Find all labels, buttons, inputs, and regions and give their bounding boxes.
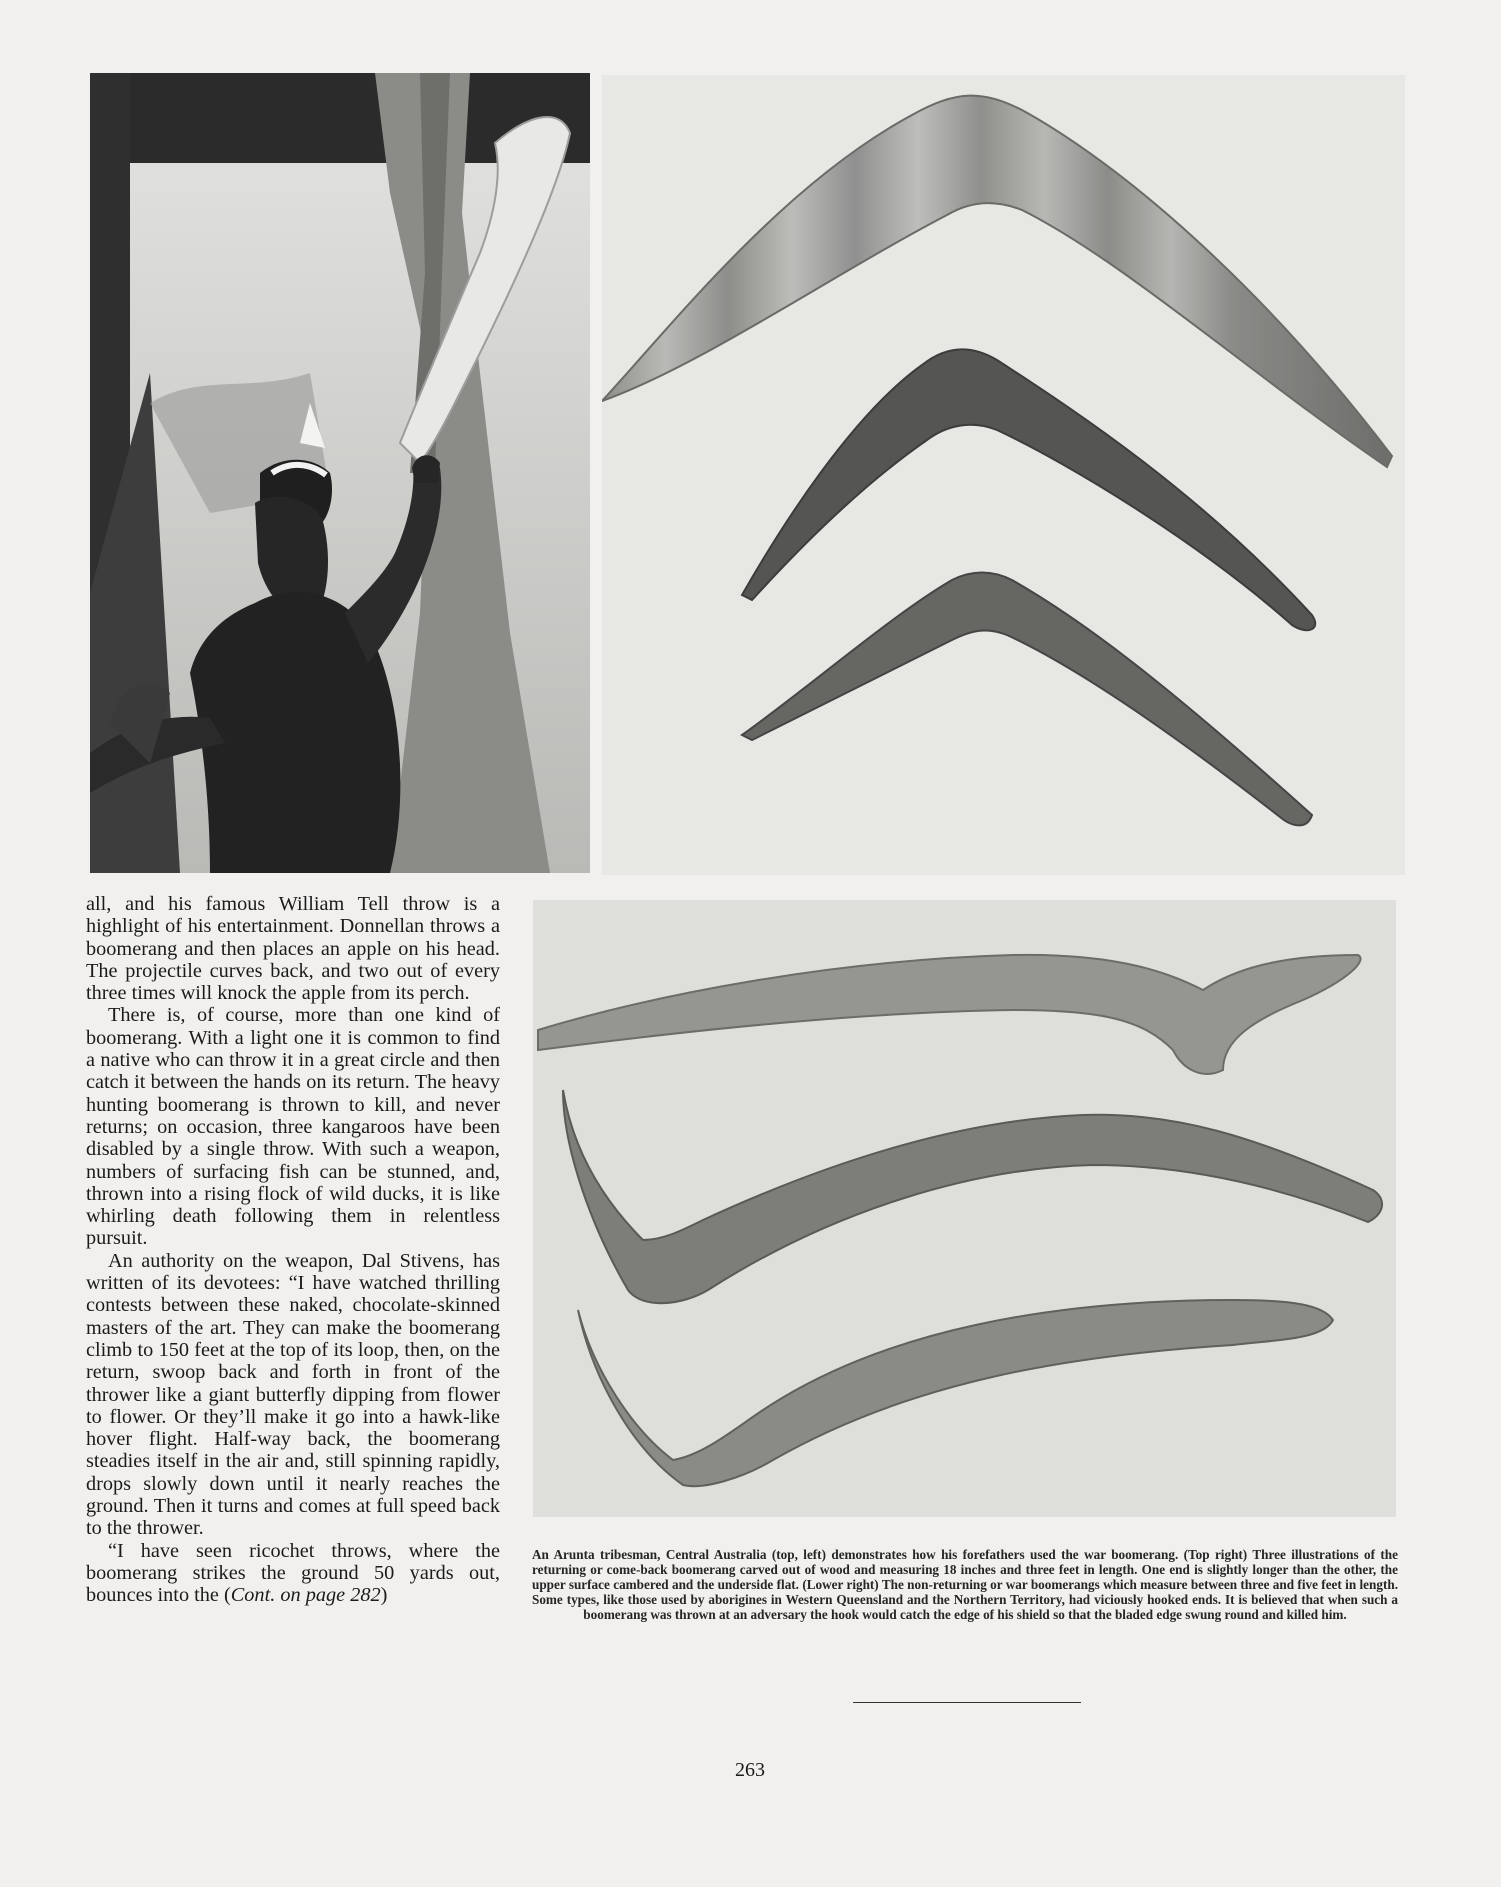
photo-tribesman bbox=[90, 73, 590, 873]
body-paragraph: An authority on the weapon, Dal Stivens, has written of its devotees: “I have watched thrilling contests between these naked, chocolate-skinned masters of the art. They can make the boomerang climb to 150 feet at the top of its loop, then, on the return, swoop back and forth in front of the thrower like a giant butterfly dipping from flower to flower. Or they’ll make it go into a hawk-like hover flight. Half-way back, the boomerang steadies itself in the air and, still spinning rapidly, drops slowly down until it nearly reaches the ground. Then it turns and comes at full speed back to the thrower. bbox=[86, 1249, 500, 1540]
divider-rule bbox=[853, 1702, 1081, 1703]
continuation-link: Cont. on page 282 bbox=[230, 1584, 381, 1607]
body-paragraph: There is, of course, more than one kind of boomerang. With a light one it is common to find a native who can throw it in a great circle and then catch it between the hands on its return. The heavy hunting boomerang is thrown to kill, and never returns; on occasion, three kangaroos have been disabled by a single throw. With such a weapon, numbers of surfacing fish can be stunned, and, thrown into a rising flock of wild ducks, it is like whirling death following them in relentless pursuit. bbox=[86, 1004, 500, 1250]
photo-caption: An Arunta tribesman, Central Australia (top, left) demonstrates how his forefathers used the war boomerang. (Top right) Three illustrations of the returning or come-back boomerang carved out of wood and measuring 18 inches and three feet in length. One end is slightly longer than the other, the upper surface cambered and the underside flat. (Lower right) The non-returning or war boomerangs which measure between three and five feet in length. Some types, like those used by aborigines in Western Queensland and the Northern Territory, had viciously hooked ends. It is believed that when such a boomerang was thrown at an adversary the hook would catch the edge of his shield so that the bladed edge swung round and killed him. bbox=[532, 1547, 1398, 1622]
body-text bbox=[86, 893, 500, 1607]
body-paragraph-last bbox=[86, 1540, 500, 1607]
photo-returning-boomerangs bbox=[602, 75, 1405, 875]
continuation-close: ) bbox=[380, 1584, 388, 1607]
body-paragraph-text: “I have seen ricochet throws, where the boomerang strikes the ground 50 yards out, bounces into the ( bbox=[86, 1539, 500, 1607]
body-paragraph: all, and his famous William Tell throw is a highlight of his entertainment. Donnellan throws a boomerang and then places an apple on his head. The projectile curves back, and two out of every three times will knock the apple from its perch. bbox=[86, 893, 500, 1005]
page-number: 263 bbox=[735, 1759, 765, 1781]
photo-war-boomerangs bbox=[533, 900, 1396, 1517]
